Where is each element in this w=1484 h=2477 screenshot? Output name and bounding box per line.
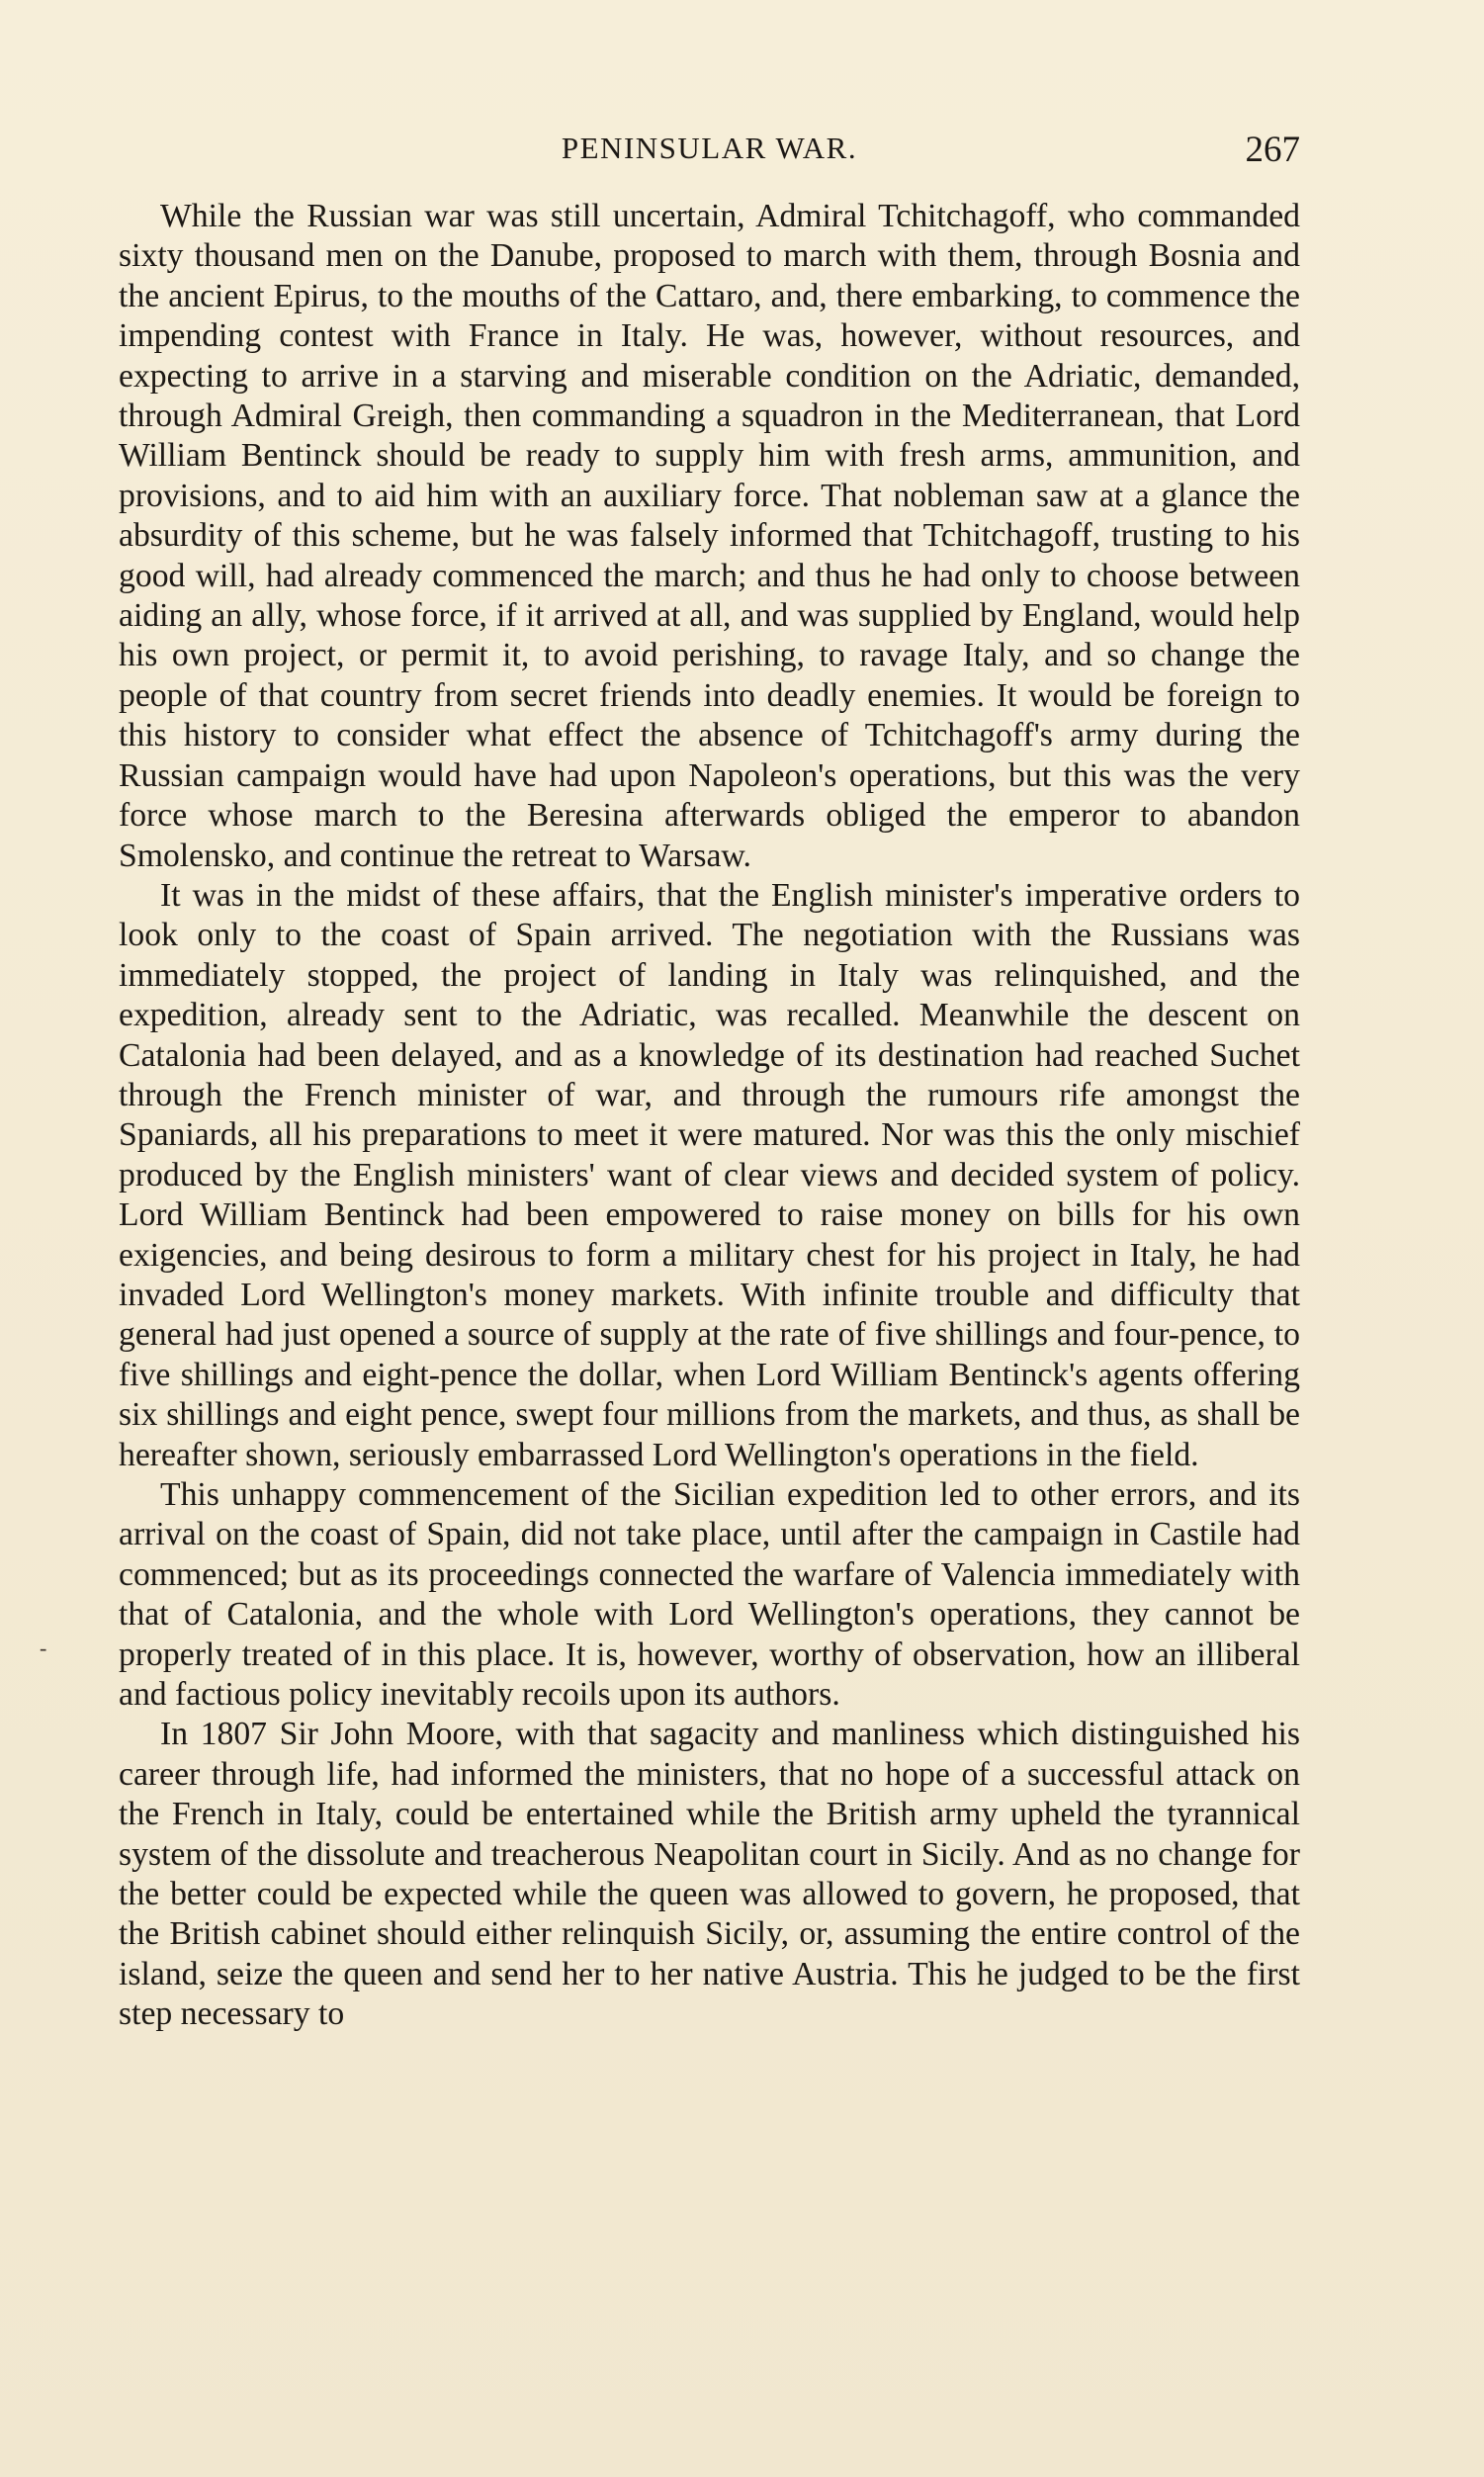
paragraph: In 1807 Sir John Moore, with that sagacity and manliness which distinguished his career through life, had informed the ministers, that no hope of a successful attack on the French in Italy, could be entertained while the British army upheld the tyrannical system of the dissolute and treacherous Neapolitan court in Sicily. And as no change for the better could be expected while the queen was allowed to govern, he proposed, that the British cabinet should either relinquish Sicily, or, assuming the entire control of the island, seize the queen and send her to her native Austria. This he judged to be the first step necessary to bbox=[119, 1716, 1300, 2033]
page-number: 267 bbox=[1245, 130, 1300, 170]
body-text bbox=[119, 197, 1300, 2035]
running-head bbox=[119, 129, 1300, 168]
margin-mark: - bbox=[40, 1636, 47, 1660]
paragraph: This unhappy commencement of the Sicilian expedition led to other errors, and its arrival on the coast of Spain, did not take place, until after the campaign in Castile had commenced; but as its proceedings connected the warfare of Valencia immediately with that of Catalonia, and the whole with Lord Wellington's operations, they cannot be properly treated of in this place. It is, however, worthy of observation, how an illiberal and factious policy inevitably recoils upon its authors. bbox=[119, 1476, 1300, 1714]
running-title: PENINSULAR WAR. bbox=[561, 131, 858, 165]
paragraph: It was in the midst of these affairs, that the English minister's imperative orders to look only to the coast of Spain arrived. The negotiation with the Russians was immediately stopped, the project of landing in Italy was relinquished, and the expedition, already sent to the Adriatic, was recalled. Meanwhile the descent on Catalonia had been delayed, and as a knowledge of its destination had reached Suchet through the French minister of war, and through the rumours rife amongst the Spaniards, all his preparations to meet it were matured. Nor was this the only mischief produced by the English ministers' want of clear views and decided system of policy. Lord William Bentinck had been empowered to raise money on bills for his own exigencies, and being desirous to form a military chest for his project in Italy, he had invaded Lord Wellington's money markets. With infinite trouble and difficulty that general had just opened a source of supply at the rate of five shillings and four-pence, to five shillings and eight-pence the dollar, when Lord William Bentinck's agents offering six shillings and eight pence, swept four millions from the markets, and thus, as shall be hereafter shown, seriously embarrassed Lord Wellington's operations in the field. bbox=[119, 876, 1300, 1473]
paragraph: While the Russian war was still uncertain, Admiral Tchitchagoff, who commanded sixty thousand men on the Danube, proposed to march with them, through Bosnia and the ancient Epirus, to the mouths of the Cattaro, and, there embarking, to commence the impending contest with France in Italy. He was, however, without resources, and expecting to arrive in a starving and miserable condition on the Adriatic, demanded, through Admiral Greigh, then commanding a squadron in the Mediterranean, that Lord William Bentinck should be ready to supply him with fresh arms, ammunition, and provisions, and to aid him with an auxiliary force. That nobleman saw at a glance the absurdity of this scheme, but he was falsely informed that Tchitchagoff, trusting to his good will, had already commenced the march; and thus he had only to choose between aiding an ally, whose force, if it arrived at all, and was supplied by England, would help his own project, or permit it, to avoid perishing, to ravage Italy, and so change the people of that country from secret friends into deadly enemies. It would be foreign to this history to consider what effect the absence of Tchitchagoff's army during the Russian campaign would have had upon Napoleon's operations, but this was the very force whose march to the Beresina afterwards obliged the emperor to abandon Smolensko, and continue the retreat to Warsaw. bbox=[119, 198, 1300, 874]
